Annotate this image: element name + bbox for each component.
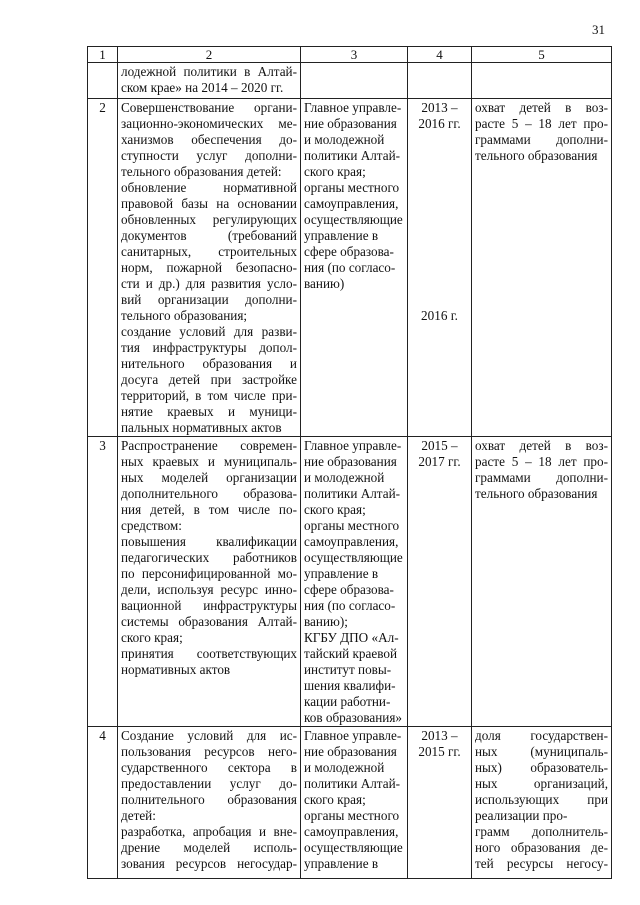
cell-indicator: охват детей в воз- расте 5 – 18 лет про- граммами дополни- тельного образования bbox=[472, 99, 612, 437]
table-row bbox=[88, 437, 612, 727]
cell-number: 4 bbox=[88, 727, 118, 879]
table-row bbox=[88, 99, 612, 437]
header-col-3: 3 bbox=[301, 47, 408, 63]
cell-measure: лодежной политики в Алтай- ском крае» на 2014 – 2020 гг. bbox=[118, 63, 301, 99]
cell-executor: Главное управле- ние образования и молодежной политики Алтай- ского края; органы местного самоуправления, осуществляющие управление в bbox=[301, 727, 408, 879]
cell-indicator: охват детей в воз- расте 5 – 18 лет про- граммами дополни- тельного образования bbox=[472, 437, 612, 727]
header-col-1: 1 bbox=[88, 47, 118, 63]
page-number: 31 bbox=[592, 22, 605, 37]
cell-number: 2 bbox=[88, 99, 118, 437]
cell-period: 2013 – 2015 гг. bbox=[408, 727, 472, 879]
table-header-row bbox=[88, 47, 612, 63]
header-col-5: 5 bbox=[472, 47, 612, 63]
table-row-continuation bbox=[88, 63, 612, 99]
cell-executor: Главное управле- ние образования и молодежной политики Алтай- ского края; органы местного самоуправления, осуществляющие управление в сфере образова- ния (по согласо- ванию) bbox=[301, 99, 408, 437]
cell-measure: Создание условий для ис- пользования ресурсов него- сударственного сектора в предоставлении услуг до- полнительного образования детей: разработка, апробация и вне- дрение моделей исполь- зования ресурсов негосудар- bbox=[118, 727, 301, 879]
cell-indicator: доля государствен- ных (муниципаль- ных) образователь- ных организаций, использующих при реализации про- грамм дополнитель- ного образования де- тей ресурсы негосу- bbox=[472, 727, 612, 879]
header-col-2: 2 bbox=[118, 47, 301, 63]
table-row bbox=[88, 727, 612, 879]
period-2016: 2016 г. bbox=[421, 308, 458, 323]
cell-indicator bbox=[472, 63, 612, 99]
cell-executor: Главное управле- ние образования и молодежной политики Алтай- ского края; органы местного самоуправления, осуществляющие управление в сфере образова- ния (по согласо- ванию); КГБУ ДПО «Ал- тайский краевой институт повы- шения квалифи- кации работни- ков образования» bbox=[301, 437, 408, 727]
cell-period: 2015 – 2017 гг. bbox=[408, 437, 472, 727]
cell-executor bbox=[301, 63, 408, 99]
header-col-4: 4 bbox=[408, 47, 472, 63]
cell-period: 2013 – 2016 гг. 2016 г. bbox=[408, 99, 472, 437]
cell-measure: Совершенствование органи- зационно-экономических ме- ханизмов обеспечения до- ступности услуг дополни- тельного образования детей: обновление нормативной правовой базы на основании обновленных регулирующих документов (требований санитарных, строительных норм, пожарной безопасно- сти и др.) для развития усло- вий организации дополни- тельного образования; создание условий для разви- тия инфраструктуры допол- нительного образования и досуга детей при застройке территорий, в том числе при- нятие краевых и муници- пальных нормативных актов bbox=[118, 99, 301, 437]
cell-number: 3 bbox=[88, 437, 118, 727]
program-measures-table bbox=[87, 46, 609, 879]
cell-measure: Распространение современ- ных краевых и муниципаль- ных моделей организации дополнительного образова- ния детей, в том числе по- средством: повышения квалификации педагогических работников по персонифицированной мо- дели, используя ресурс инно- вационной инфраструктуры системы образования Алтай- ского края; принятия соответствующих нормативных актов bbox=[118, 437, 301, 727]
cell-period bbox=[408, 63, 472, 99]
cell-number bbox=[88, 63, 118, 99]
